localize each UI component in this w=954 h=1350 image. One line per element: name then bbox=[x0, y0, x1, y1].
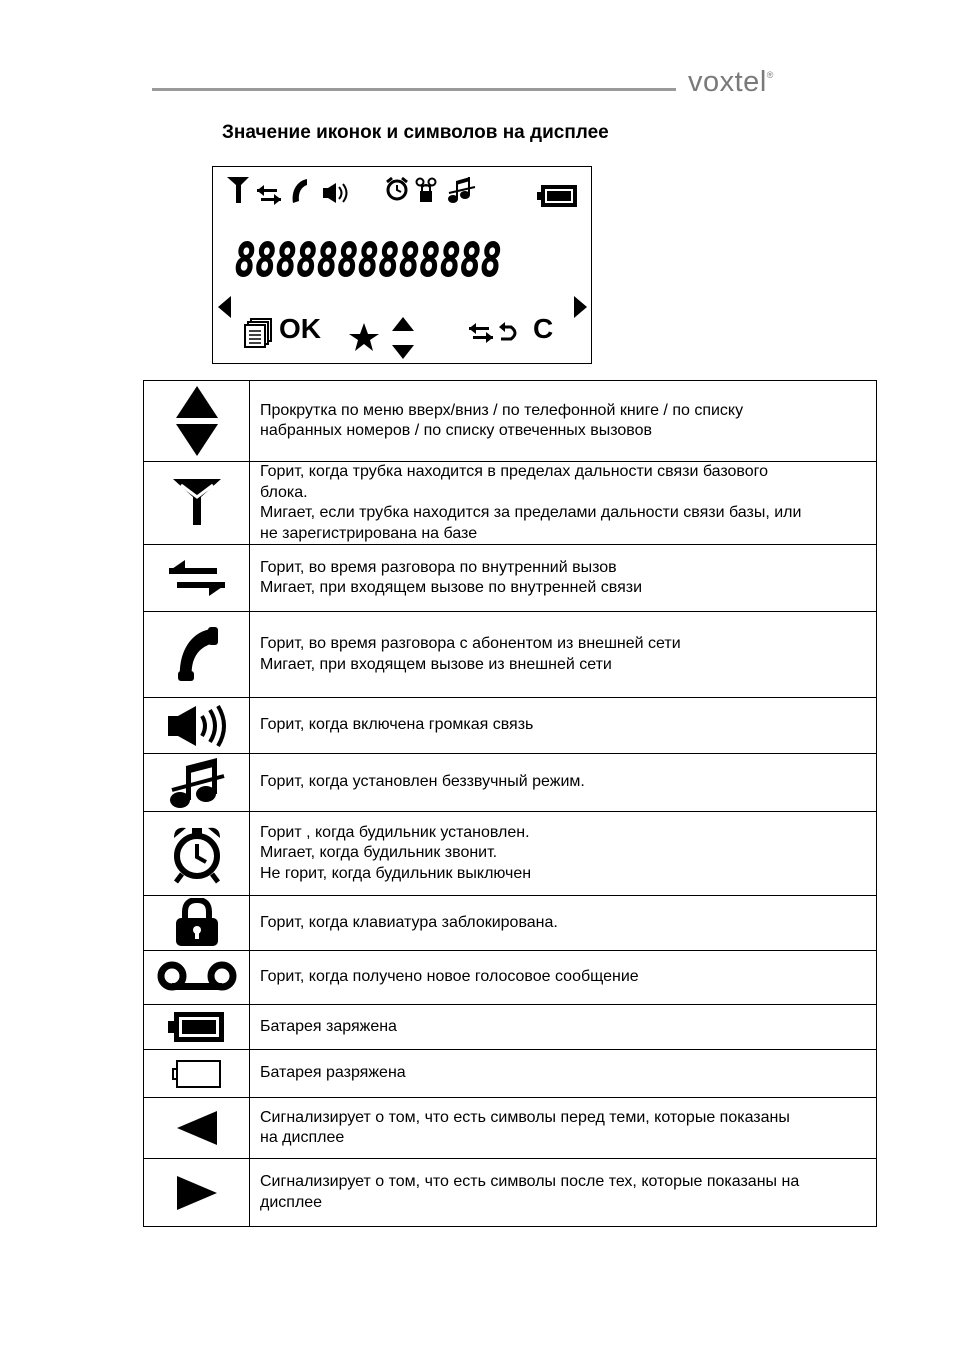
muted-note-icon bbox=[168, 756, 226, 810]
table-row: Сигнализирует о том, что есть символы перед теми, которые показаны на дисплее bbox=[144, 1098, 877, 1159]
handset-icon bbox=[293, 179, 307, 203]
battery-full-icon bbox=[537, 185, 577, 207]
arrow-right-icon bbox=[175, 1174, 219, 1212]
arrow-left-icon bbox=[175, 1109, 219, 1147]
alarm-clock-icon bbox=[387, 178, 407, 199]
header-rule bbox=[152, 88, 676, 91]
star-icon bbox=[349, 323, 379, 351]
phonebook-icon bbox=[245, 319, 271, 347]
speaker-icon bbox=[166, 704, 228, 748]
table-row: Батарея разряжена bbox=[144, 1050, 877, 1098]
table-row: Горит, когда включена громкая связь bbox=[144, 698, 877, 754]
handset-icon bbox=[174, 625, 220, 685]
brand-logo: voxtel® bbox=[688, 66, 774, 98]
page-title: Значение иконок и символов на дисплее bbox=[222, 122, 609, 143]
antenna-icon bbox=[171, 477, 223, 529]
voicemail-lock-icon bbox=[417, 179, 436, 203]
lcd-clear-label: C bbox=[533, 313, 554, 344]
muted-note-icon bbox=[448, 177, 475, 203]
arrow-right-icon bbox=[574, 296, 587, 318]
lcd-digits: 8888888888888 bbox=[235, 233, 502, 287]
table-row: Горит, во время разговора по внутренний вызов Мигает, при входящем вызове по внутренней связи bbox=[144, 545, 877, 612]
alarm-clock-icon bbox=[170, 824, 224, 884]
table-row: Сигнализирует о том, что есть символы после тех, которые показаны на дисплее bbox=[144, 1159, 877, 1227]
table-row: Батарея заряжена bbox=[144, 1005, 877, 1050]
lcd-ok-label: OK bbox=[279, 313, 321, 344]
arrow-left-icon bbox=[218, 296, 231, 318]
table-row: Горит, во время разговора с абонентом из внешней сети Мигает, при входящем вызове из внешней сети bbox=[144, 612, 877, 698]
icon-legend-table bbox=[143, 380, 877, 1227]
padlock-icon bbox=[174, 898, 220, 948]
battery-full-icon bbox=[168, 1010, 226, 1044]
intercom-arrows-icon bbox=[167, 558, 227, 598]
table-row: Горит , когда будильник установлен. Мигает, когда будильник звонит. Не горит, когда будильник выключен bbox=[144, 812, 877, 896]
table-row: Горит, когда установлен беззвучный режим. bbox=[144, 754, 877, 812]
speaker-icon bbox=[323, 183, 347, 203]
table-row: Прокрутка по меню вверх/вниз / по телефонной книге / по списку набранных номеров / по списку отвеченных вызовов bbox=[144, 381, 877, 462]
transfer-return-icon bbox=[469, 322, 515, 343]
table-row: Горит, когда трубка находится в пределах дальности связи базового блока. Мигает, если трубка находится за пределами дальности связи базы, или не зарегистрирована на базе bbox=[144, 462, 877, 545]
antenna-icon bbox=[227, 177, 249, 203]
battery-empty-icon bbox=[172, 1059, 222, 1089]
table-row: Горит, когда клавиатура заблокирована. bbox=[144, 896, 877, 951]
intercom-arrows-icon bbox=[257, 185, 281, 205]
scroll-up-down-icon bbox=[392, 317, 414, 359]
lcd-display-diagram bbox=[212, 166, 592, 364]
table-row: Горит, когда получено новое голосовое сообщение bbox=[144, 951, 877, 1005]
voicemail-icon bbox=[156, 961, 238, 995]
scroll-up-down-icon bbox=[172, 384, 222, 458]
